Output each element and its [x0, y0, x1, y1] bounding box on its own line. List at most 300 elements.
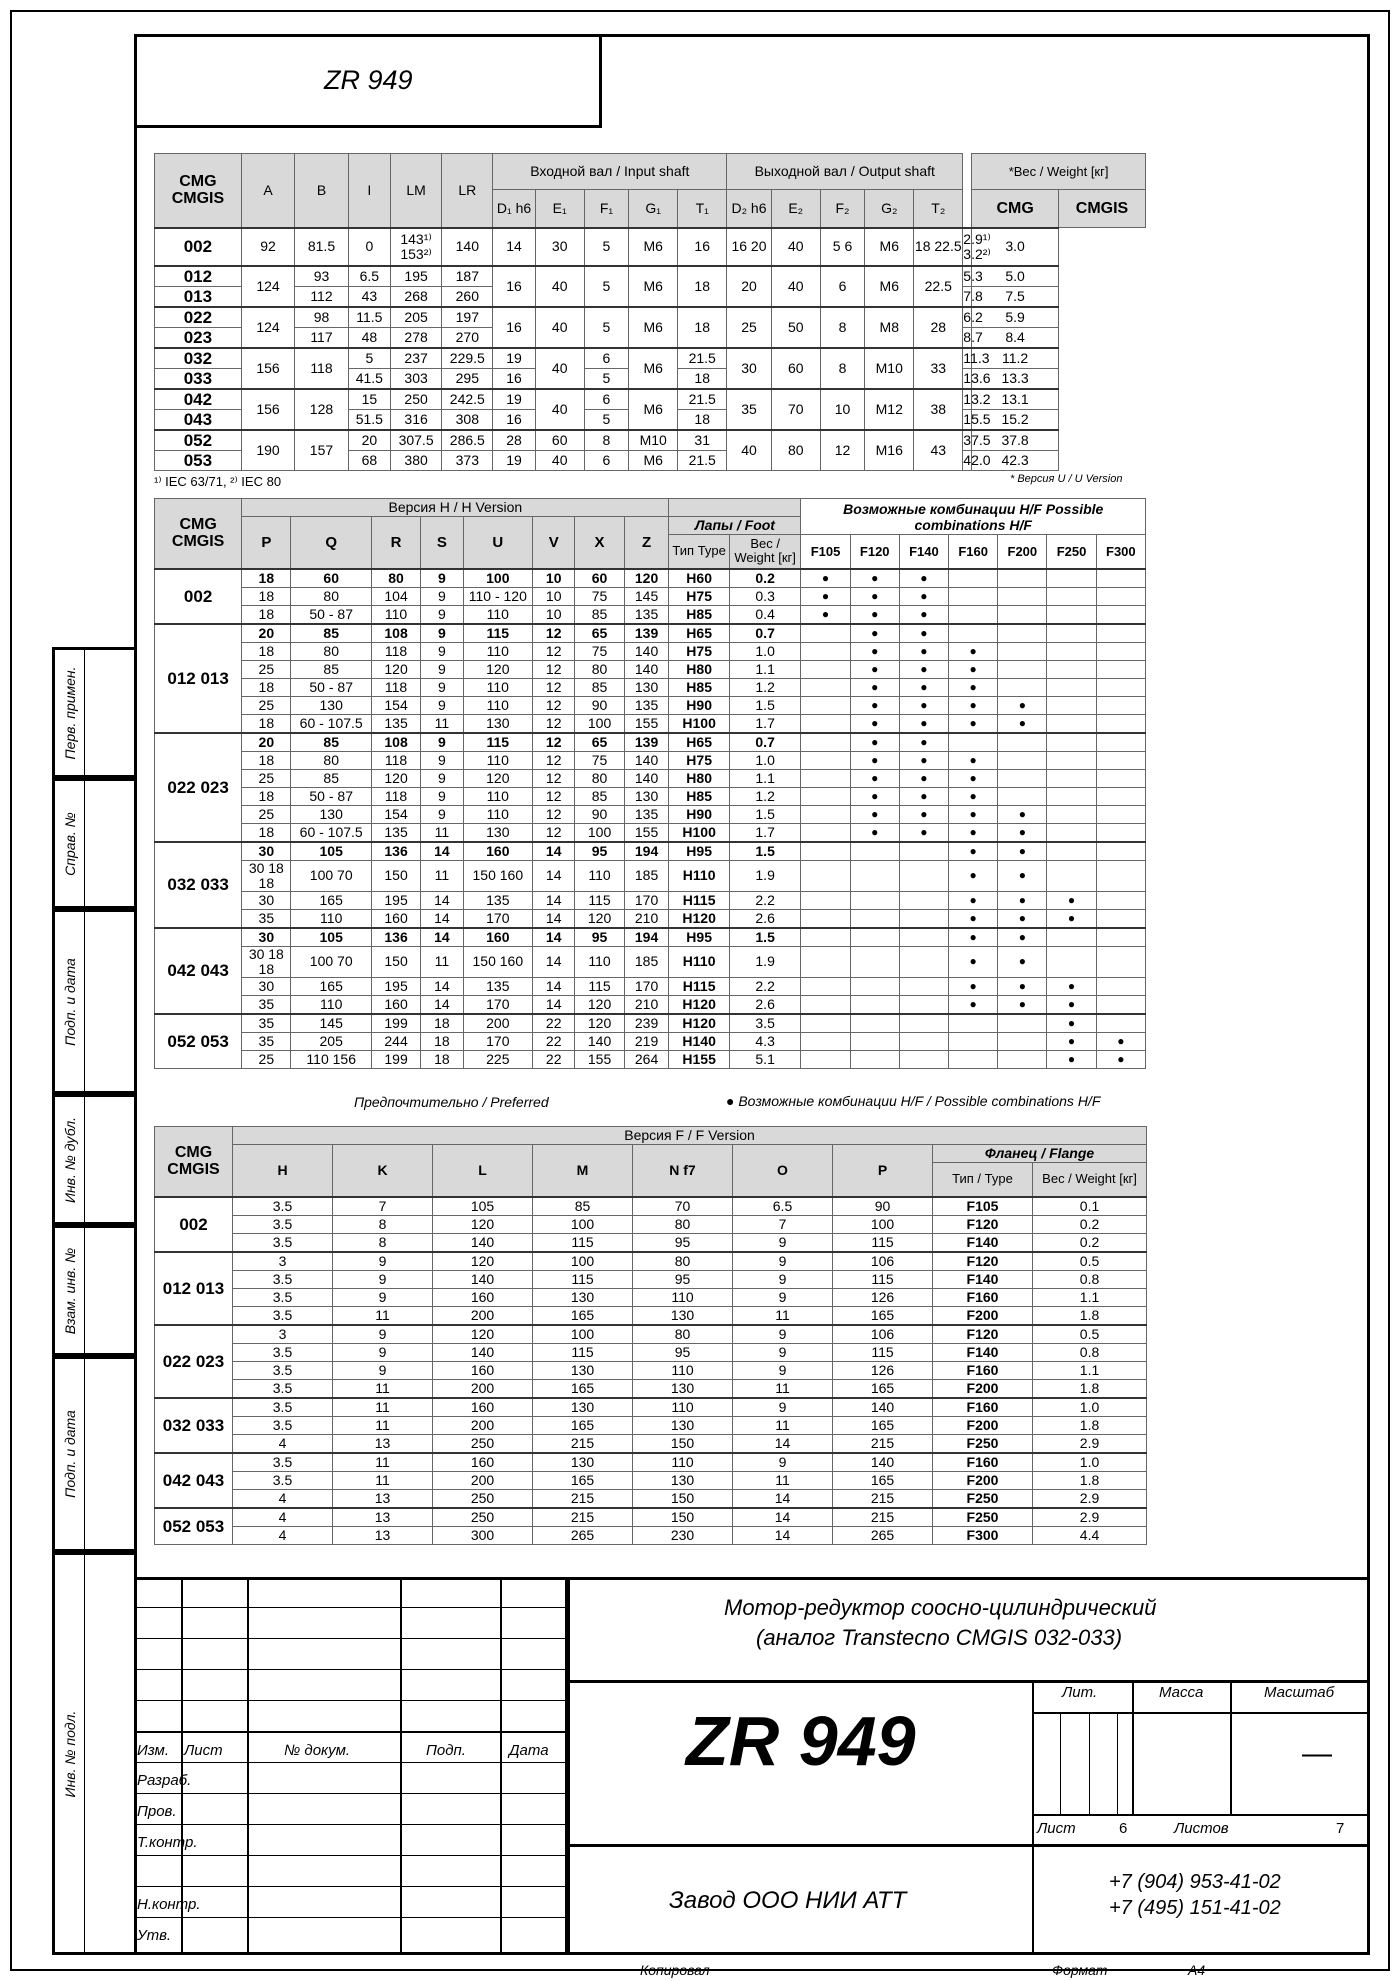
t3-header-col: H	[233, 1145, 333, 1197]
value-cell: 70	[633, 1197, 733, 1216]
combination-empty	[801, 751, 850, 769]
value-cell: 12	[532, 751, 574, 769]
value-cell: 9	[421, 660, 463, 678]
value-cell: 139	[624, 624, 669, 643]
combination-dot: ●	[850, 660, 899, 678]
stamp-col-head: Подп.	[426, 1742, 466, 1759]
t2-header-col: Q	[291, 517, 372, 569]
value-cell: 9	[333, 1361, 433, 1379]
value-cell: F160	[933, 1288, 1033, 1306]
value-cell: H65	[669, 624, 729, 643]
t2-header-foot-col: Тип Type	[669, 535, 729, 569]
header-cmgis: CMGIS	[171, 190, 225, 208]
value-cell: 9	[733, 1325, 833, 1344]
table-row	[155, 348, 1146, 369]
value-cell: 150 160	[463, 860, 532, 891]
table-row	[155, 909, 1146, 928]
value-cell: 11	[733, 1379, 833, 1398]
value-cell: 12	[532, 787, 574, 805]
value-cell: 40	[535, 266, 584, 307]
combination-dot: ●	[998, 805, 1047, 823]
value-cell: 165	[833, 1416, 933, 1434]
value-cell: H155	[669, 1050, 729, 1068]
combination-empty	[899, 928, 948, 947]
value-cell: 80	[575, 660, 624, 678]
value-cell: 1.9	[729, 946, 801, 977]
stamp-row-line	[134, 1638, 567, 1639]
value-cell: 20	[727, 266, 772, 307]
t2-header-foot: Лапы / Foot	[669, 517, 801, 535]
value-cell: 140	[442, 228, 493, 266]
value-cell: M6	[629, 266, 678, 307]
value-cell: 9	[733, 1361, 833, 1379]
value-cell: 118	[371, 751, 420, 769]
table-row	[155, 1270, 1147, 1288]
value-cell: H120	[669, 909, 729, 928]
t2-header-col: S	[421, 517, 463, 569]
combination-empty	[1096, 860, 1145, 891]
value-cell: 22	[532, 1050, 574, 1068]
combination-dot: ●	[1047, 1014, 1096, 1033]
t1-header-col: I	[348, 154, 390, 228]
combination-empty	[998, 751, 1047, 769]
left-stamp-label: Инв. № подл.	[61, 1710, 78, 1797]
value-cell: 30	[242, 977, 291, 995]
value-cell: 145	[624, 587, 669, 605]
combination-empty	[949, 1050, 998, 1068]
value-cell: 14	[532, 977, 574, 995]
table-row	[155, 1453, 1147, 1472]
stamp-top-border	[134, 1577, 1370, 1580]
value-cell: F120	[933, 1252, 1033, 1271]
value-cell: 18	[242, 605, 291, 624]
combination-dot: ●	[850, 696, 899, 714]
table-row	[155, 1526, 1147, 1544]
table-row	[155, 624, 1146, 643]
stamp-col-line	[247, 1577, 249, 1955]
value-cell: 42.0	[963, 450, 972, 470]
t1-header-weight: *Вес / Weight [кг]	[972, 154, 1146, 190]
table-row	[155, 823, 1146, 842]
value-cell: 12	[532, 805, 574, 823]
value-cell: 80	[633, 1325, 733, 1344]
value-cell: 130	[463, 714, 532, 733]
value-cell: 3.0	[972, 228, 1059, 266]
combination-dot: ●	[949, 946, 998, 977]
combination-dot: ●	[899, 660, 948, 678]
value-cell: 115	[833, 1270, 933, 1288]
value-cell: 3	[233, 1252, 333, 1271]
company-name: Завод ООО НИИ АТТ	[669, 1887, 907, 1914]
value-cell: 6	[584, 389, 629, 410]
t2-header-version: Версия H / H Version	[242, 499, 669, 517]
value-cell: 9	[421, 769, 463, 787]
combination-empty	[1047, 605, 1096, 624]
value-cell: H75	[669, 587, 729, 605]
table-row	[155, 787, 1146, 805]
value-cell: 33	[914, 348, 963, 389]
value-cell: 130	[633, 1416, 733, 1434]
value-cell: 1.0	[1033, 1398, 1147, 1417]
value-cell: 4	[233, 1508, 333, 1527]
value-cell: 11.5	[348, 307, 390, 328]
value-cell: 135	[371, 823, 420, 842]
value-cell: 250	[433, 1434, 533, 1453]
value-cell: 5.9	[972, 307, 1059, 328]
value-cell: 110	[463, 787, 532, 805]
combination-empty	[1096, 714, 1145, 733]
value-cell: 85	[291, 733, 372, 752]
value-cell: 100	[833, 1215, 933, 1233]
value-cell: 5 6	[820, 228, 865, 266]
doc-title-line2: (аналог Transtecno CMGIS 032-033)	[756, 1625, 1123, 1650]
value-cell: 0.7	[729, 624, 801, 643]
combination-empty	[998, 605, 1047, 624]
model-cell: 002	[155, 1197, 233, 1252]
value-cell: F250	[933, 1508, 1033, 1527]
phone-2: +7 (495) 151-41-02	[1109, 1897, 1281, 1919]
value-cell: 130	[291, 696, 372, 714]
value-cell: 110	[633, 1288, 733, 1306]
combination-empty	[998, 624, 1047, 643]
table-row	[155, 1050, 1146, 1068]
value-cell: 1.5	[729, 805, 801, 823]
value-cell: 16 20	[727, 228, 772, 266]
combination-dot: ●	[1047, 977, 1096, 995]
table-row	[155, 389, 1146, 410]
value-cell: 13.3	[972, 368, 1059, 389]
value-cell: 5	[584, 228, 629, 266]
value-cell: 9	[733, 1270, 833, 1288]
value-cell: 2.6	[729, 909, 801, 928]
value-cell: H110	[669, 946, 729, 977]
value-cell: 35	[242, 1014, 291, 1033]
table-row	[155, 995, 1146, 1014]
left-stamp-label: Подп. и дата	[61, 957, 78, 1046]
value-cell: 200	[433, 1306, 533, 1325]
combination-dot: ●	[899, 805, 948, 823]
value-cell: 22	[532, 1014, 574, 1033]
stamp-row-line	[134, 1793, 567, 1794]
combination-empty	[1047, 587, 1096, 605]
combination-dot: ●	[801, 587, 850, 605]
value-cell: 8	[820, 307, 865, 348]
value-cell: 8.4	[972, 327, 1059, 348]
value-cell: 165	[291, 891, 372, 909]
combination-dot: ●	[850, 787, 899, 805]
combination-empty	[850, 995, 899, 1014]
t2-header-foot-col: Вес / Weight [кг]	[729, 535, 801, 569]
value-cell: 12	[532, 769, 574, 787]
combination-empty	[801, 1032, 850, 1050]
combination-empty	[1096, 696, 1145, 714]
combination-dot: ●	[850, 805, 899, 823]
left-stamp-label: Справ. №	[61, 811, 78, 876]
combination-empty	[801, 642, 850, 660]
value-cell: 219	[624, 1032, 669, 1050]
value-cell: 85	[291, 660, 372, 678]
value-cell: 1.8	[1033, 1416, 1147, 1434]
t1-header-input-col: T₁	[678, 190, 727, 228]
value-cell: 42.3	[972, 450, 1059, 470]
value-cell: 35	[242, 1032, 291, 1050]
combination-dot: ●	[998, 714, 1047, 733]
combination-dot: ●	[998, 977, 1047, 995]
t1-gap	[963, 154, 972, 228]
value-cell: 30	[535, 228, 584, 266]
value-cell: 43	[348, 286, 390, 307]
value-cell: 40	[535, 348, 584, 389]
value-cell: 11.3	[963, 348, 972, 369]
value-cell: 140	[433, 1270, 533, 1288]
stamp-role: Утв.	[137, 1927, 172, 1944]
value-cell: 31	[678, 430, 727, 451]
left-stamp-cell	[52, 647, 134, 778]
value-cell: F250	[933, 1434, 1033, 1453]
value-cell: 136	[371, 928, 420, 947]
value-cell: 150 160	[463, 946, 532, 977]
value-cell: 120	[575, 995, 624, 1014]
value-cell: 155	[624, 714, 669, 733]
value-cell: 14	[532, 946, 574, 977]
stamp-sheets-label: Листов	[1174, 1820, 1229, 1837]
value-cell: 85	[533, 1197, 633, 1216]
model-cell: 052	[155, 430, 242, 451]
combination-empty	[998, 1032, 1047, 1050]
table-row	[155, 891, 1146, 909]
value-cell: 1.8	[1033, 1306, 1147, 1325]
value-cell: 5	[584, 307, 629, 348]
model-cell: 012	[155, 266, 242, 287]
value-cell: 265	[533, 1526, 633, 1544]
stamp-row-line	[134, 1731, 567, 1733]
stamp-col-line	[1230, 1680, 1232, 1814]
value-cell: M6	[629, 348, 678, 389]
value-cell: 4	[233, 1526, 333, 1544]
combination-dot: ●	[949, 842, 998, 861]
value-cell: 9	[421, 605, 463, 624]
t2-header-comb-col: F105	[801, 535, 850, 569]
t1-header-col: LM	[391, 154, 442, 228]
value-cell: 30	[727, 348, 772, 389]
combination-dot: ●	[899, 823, 948, 842]
stamp-role: Разраб.	[137, 1772, 192, 1789]
value-cell: 195	[391, 266, 442, 287]
value-cell: 130	[533, 1288, 633, 1306]
value-cell: 100	[533, 1215, 633, 1233]
value-cell: 135	[624, 605, 669, 624]
value-cell: 120	[463, 769, 532, 787]
value-cell: 115	[833, 1343, 933, 1361]
combination-empty	[850, 842, 899, 861]
value-cell: 118	[371, 787, 420, 805]
combination-empty	[1047, 733, 1096, 752]
value-cell: 115	[533, 1270, 633, 1288]
value-cell: 18	[678, 368, 727, 389]
table-row	[155, 1398, 1147, 1417]
model-cell: 043	[155, 409, 242, 430]
combination-dot: ●	[850, 751, 899, 769]
value-cell: 110	[463, 642, 532, 660]
value-cell: 165	[533, 1379, 633, 1398]
value-cell: 14	[421, 909, 463, 928]
combination-dot: ●	[899, 751, 948, 769]
value-cell: F200	[933, 1416, 1033, 1434]
value-cell: 199	[371, 1050, 420, 1068]
value-cell: 18	[678, 409, 727, 430]
model-cell: 032 033	[155, 1398, 233, 1453]
value-cell: 2.2	[729, 891, 801, 909]
stamp-scale-value: —	[1302, 1737, 1332, 1770]
combination-empty	[1047, 624, 1096, 643]
combination-empty	[998, 642, 1047, 660]
value-cell: 8	[584, 430, 629, 451]
value-cell: 140	[624, 751, 669, 769]
stamp-sheet-value: 6	[1119, 1820, 1128, 1837]
header-cmgis: CMGIS	[171, 533, 225, 551]
value-cell: 215	[833, 1508, 933, 1527]
stamp-row-line	[134, 1607, 567, 1608]
combination-empty	[998, 1050, 1047, 1068]
value-cell: F250	[933, 1489, 1033, 1508]
combination-dot: ●	[899, 714, 948, 733]
value-cell: 14	[421, 891, 463, 909]
stamp-row-line	[567, 1844, 1370, 1847]
value-cell: 11	[733, 1471, 833, 1489]
value-cell: 1.2	[729, 678, 801, 696]
combination-empty	[1096, 909, 1145, 928]
value-cell: 110	[371, 605, 420, 624]
combination-empty	[801, 696, 850, 714]
value-cell: 1.7	[729, 823, 801, 842]
table-row	[155, 1197, 1147, 1216]
value-cell: 9	[333, 1270, 433, 1288]
value-cell: 5.3	[963, 266, 972, 287]
combination-empty	[1047, 946, 1096, 977]
t2-header-comb-col: F120	[850, 535, 899, 569]
combination-empty	[899, 842, 948, 861]
value-cell: 120	[433, 1252, 533, 1271]
value-cell: 100	[533, 1252, 633, 1271]
stamp-row-line	[134, 1855, 567, 1856]
value-cell: 215	[533, 1508, 633, 1527]
value-cell: 20	[242, 733, 291, 752]
value-cell: 143¹⁾ 153²⁾	[391, 228, 442, 266]
combination-empty	[949, 587, 998, 605]
value-cell: 95	[575, 928, 624, 947]
value-cell: 40	[771, 228, 820, 266]
value-cell: 2.9	[1033, 1434, 1147, 1453]
value-cell: 5	[584, 266, 629, 307]
value-cell: 187	[442, 266, 493, 287]
combination-empty	[1047, 805, 1096, 823]
value-cell: 25	[242, 805, 291, 823]
model-cell: 022	[155, 307, 242, 328]
value-cell: 115	[463, 624, 532, 643]
value-cell: 160	[433, 1398, 533, 1417]
stamp-divider	[567, 1577, 570, 1955]
value-cell: 18	[678, 307, 727, 348]
model-cell: 023	[155, 327, 242, 348]
combination-dot: ●	[1047, 1032, 1096, 1050]
combination-empty	[850, 928, 899, 947]
value-cell: 25	[242, 660, 291, 678]
value-cell: 160	[463, 842, 532, 861]
stamp-row-line	[134, 1824, 567, 1825]
value-cell: 10	[532, 569, 574, 588]
value-cell: 3.5	[233, 1398, 333, 1417]
value-cell: 140	[433, 1233, 533, 1252]
model-cell: 052 053	[155, 1508, 233, 1545]
value-cell: 9	[333, 1343, 433, 1361]
combination-dot: ●	[949, 787, 998, 805]
model-cell: 012 013	[155, 1252, 233, 1325]
t3-header-col: L	[433, 1145, 533, 1197]
t2-header-col: R	[371, 517, 420, 569]
value-cell: 98	[295, 307, 348, 328]
value-cell: 3.5	[233, 1343, 333, 1361]
t1-footnote: ¹⁾ IEC 63/71, ²⁾ IEC 80	[154, 474, 282, 489]
combination-empty	[1047, 823, 1096, 842]
combination-dot: ●	[949, 751, 998, 769]
stamp-role: Т.контр.	[137, 1834, 198, 1851]
combination-dot: ●	[998, 696, 1047, 714]
combination-empty	[899, 946, 948, 977]
value-cell: 126	[833, 1288, 933, 1306]
value-cell: 14	[733, 1489, 833, 1508]
combination-empty	[1096, 569, 1145, 588]
value-cell: 139	[624, 733, 669, 752]
value-cell: 18 22.5	[914, 228, 963, 266]
value-cell: 12	[532, 714, 574, 733]
value-cell: 35	[242, 995, 291, 1014]
value-cell: F140	[933, 1343, 1033, 1361]
table-row	[155, 928, 1146, 947]
combination-dot: ●	[949, 995, 998, 1014]
combination-empty	[801, 678, 850, 696]
value-cell: 18	[242, 678, 291, 696]
value-cell: 14	[733, 1434, 833, 1453]
t1-version-note: * Версия U / U Version	[1010, 473, 1123, 485]
value-cell: 12	[532, 624, 574, 643]
left-stamp-label: Перв. примен.	[61, 665, 78, 760]
t2-header-col: P	[242, 517, 291, 569]
t2-header-comb-col: F250	[1047, 535, 1096, 569]
value-cell: 110	[575, 946, 624, 977]
value-cell: 195	[371, 977, 420, 995]
value-cell: 14	[532, 860, 574, 891]
value-cell: 3.5	[233, 1471, 333, 1489]
value-cell: 51.5	[348, 409, 390, 430]
value-cell: 7	[333, 1197, 433, 1216]
value-cell: 10	[820, 389, 865, 430]
value-cell: 215	[533, 1489, 633, 1508]
value-cell: 110	[633, 1398, 733, 1417]
t1-header-output-col: D₂ h6	[727, 190, 772, 228]
value-cell: H90	[669, 805, 729, 823]
value-cell: 120	[433, 1215, 533, 1233]
value-cell: 250	[391, 389, 442, 410]
table-row	[155, 769, 1146, 787]
value-cell: 13.2	[963, 389, 972, 410]
value-cell: 130	[633, 1306, 733, 1325]
value-cell: 106	[833, 1252, 933, 1271]
model-cell: 053	[155, 450, 242, 470]
t1-header-input-shaft: Входной вал / Input shaft	[493, 154, 727, 190]
combination-empty	[850, 860, 899, 891]
value-cell: 28	[493, 430, 535, 451]
value-cell: H115	[669, 891, 729, 909]
